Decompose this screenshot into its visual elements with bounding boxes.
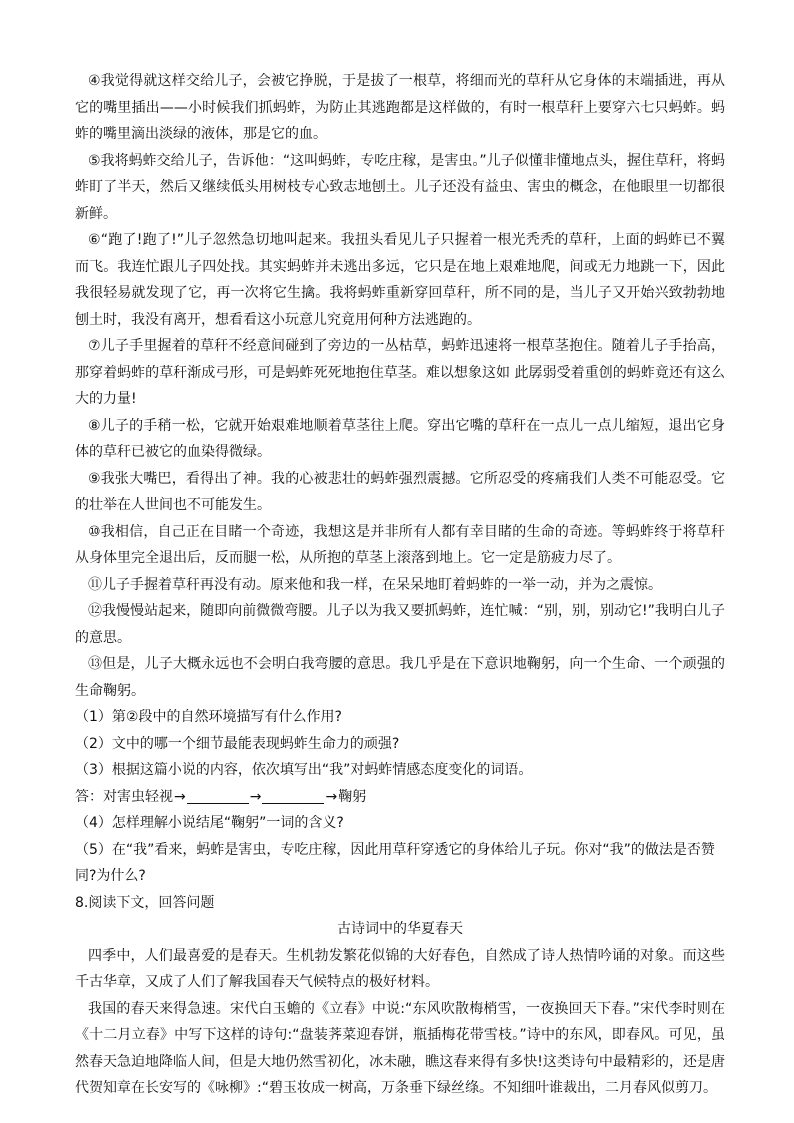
- story-paragraph-10: ⑩我相信，自己正在目睹一个奇迹，我想这是并非所有人都有幸目睹的生命的奇迹。等蚂蚱终于将草秆从身体里完全退出后，反而腿一松，从所抱的草茎上滚落到地上。它一定是筋疲力尽了。: [75, 523, 725, 566]
- story-paragraph-4: ④我觉得就这样交给儿子，会被它挣脱，于是拔了一根草，将细而光的草秆从它身体的末端插进，再从它的嘴里插出——小时候我们抓蚂蚱，为防止其逃跑都是这样做的，有时一根草秆上要穿六七只蚂蚱。蚂蚱的嘴里滴出淡绿的液体，那是它的血。: [75, 73, 725, 142]
- story-paragraph-12: ⑫我慢慢站起来，随即向前微微弯腰。儿子以为我又要抓蚂蚱，连忙喊：“别，别，别动它!”我明白儿子的意思。: [75, 603, 725, 646]
- answer-line: [75, 784, 725, 811]
- article-title: 古诗词中的华夏春天: [337, 921, 463, 937]
- arrow-3: →: [325, 788, 338, 805]
- answer-blank-2[interactable]: [262, 789, 324, 804]
- story-paragraph-7: ⑦儿子手里握着的草秆不经意间碰到了旁边的一丛枯草，蚂蚱迅速将一根草茎抱住。随着儿子手抬高，那穿着蚂蚱的草秆渐成弓形，可是蚂蚱死死地抱住草茎。难以想象这如 此孱弱受着重创的蚂蚱竟还有这么大的力量!: [75, 338, 725, 407]
- arrow-1: →: [174, 788, 186, 805]
- question-4: （4）怎样理解小说结尾“鞠躬”一词的含义?: [75, 815, 344, 831]
- answer-prefix: 答：对害虫轻视: [75, 788, 173, 805]
- story-paragraph-11: ⑪儿子手握着草秆再没有动。原来他和我一样，在呆呆地盯着蚂蚱的一举一动，并为之震惊。: [88, 576, 662, 593]
- arrow-2: →: [249, 788, 262, 805]
- document-page: [75, 68, 725, 1102]
- article-paragraph-2: 我国的春天来得急速。宋代白玉蟾的《立春》中说:“东风吹散梅梢雪，一夜换回天下春。”宋代李时则在《十二月立春》中写下这样的诗句:“盘装荠菜迎春饼，瓶插梅花带雪枝。”诗中的东风，即春风。可见，虽然春天急迫地降临人间，但是大地仍然雪初化，冰未融，瞧这春来得有多快!这类诗句中最精彩的，还是唐代贺知章在长安写的《咏柳》:“碧玉妆成一树高，万条垂下绿丝绦。不知细叶谁裁出，二月春风似剪刀。: [75, 1000, 725, 1096]
- story-paragraph-13: ⑬但是，儿子大概永远也不会明白我弯腰的意思。我几乎是在下意识地鞠躬，向一个生命、一个顽强的生命鞠躬。: [75, 656, 725, 699]
- section-8-heading: 8.阅读下文，回答问题: [75, 894, 215, 911]
- story-paragraph-5: ⑤我将蚂蚱交给儿子，告诉他：“这叫蚂蚱，专吃庄稼，是害虫。”儿子似懂非懂地点头，握住草秆，将蚂蚱盯了半天，然后又继续低头用树枝专心致志地刨土。儿子还没有益虫、害虫的概念，在他眼里一切都很新鲜。: [75, 152, 725, 222]
- story-paragraph-8: ⑧儿子的手稍一松，它就开始艰难地顺着草茎往上爬。穿出它嘴的草秆在一点儿一点儿缩短，退出它身体的草秆已被它的血染得微绿。: [75, 417, 725, 460]
- answer-suffix: 鞠躬: [338, 788, 367, 805]
- question-2: （2）文中的哪一个细节最能表现蚂蚱生命力的顽强?: [75, 735, 400, 752]
- question-3: （3）根据这篇小说的内容，依次填写出“我”对蚂蚱情感态度变化的词语。: [75, 762, 533, 778]
- story-paragraph-9: ⑨我张大嘴巴，看得出了神。我的心被悲壮的蚂蚱强烈震撼。它所忍受的疼痛我们人类不可能忍受。它的壮举在人世间也不可能发生。: [75, 470, 725, 513]
- question-1: （1）第②段中的自然环境描写有什么作用?: [75, 709, 342, 725]
- answer-blank-1[interactable]: [187, 789, 249, 804]
- article-paragraph-1: 四季中，人们最喜爱的是春天。生机勃发繁花似锦的大好春色，自然成了诗人热情吟诵的对象。而这些千古华章，又成了人们了解我国春天气候特点的极好材料。: [75, 947, 725, 990]
- question-5: （5）在“我”看来，蚂蚱是害虫，专吃庄稼，因此用草秆穿透它的身体给儿子玩。你对“我”的做法是否赞同?为什么?: [75, 841, 715, 884]
- story-paragraph-6: ⑥“跑了!跑了!”儿子忽然急切地叫起来。我扭头看见儿子只握着一根光秃秃的草秆，上面的蚂蚱已不翼而飞。我连忙跟儿子四处找。其实蚂蚱并未逃出多远，它只是在地上艰难地爬，间或无力地跳一下，因此我很轻易就发现了它，再一次将它生擒。我将蚂蚱重新穿回草秆，所不同的是，当儿子又开始兴致勃勃地刨土时，我没有离开，想看看这小玩意儿究竟用何种方法逃跑的。: [75, 232, 725, 328]
